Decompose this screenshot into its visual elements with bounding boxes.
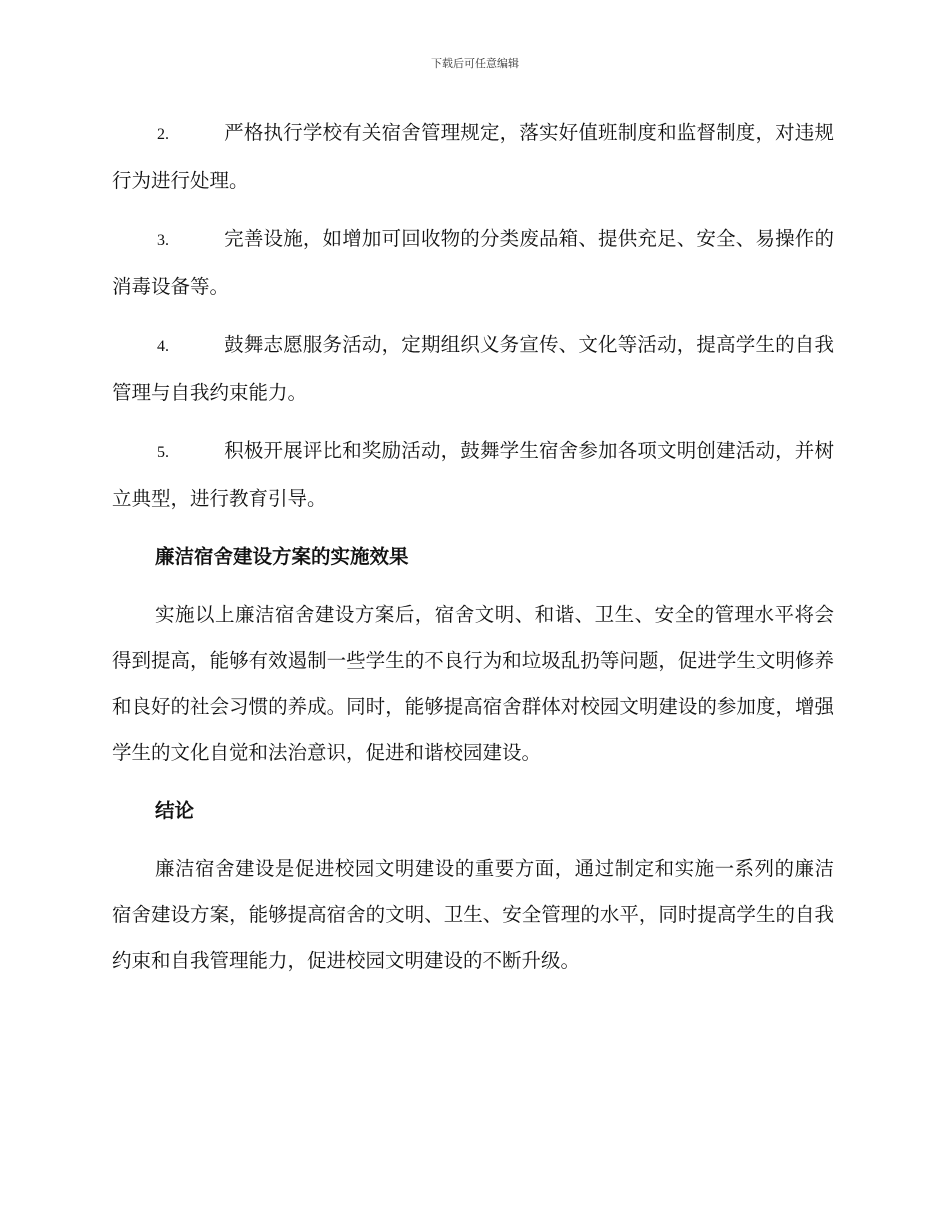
- section-paragraph-effect: 实施以上廉洁宿舍建设方案后，宿舍文明、和谐、卫生、安全的管理水平将会得到提高，能够有效遏制一些学生的不良行为和垃圾乱扔等问题，促进学生文明修养和良好的社会习惯的养成。同时，能够提高宿舍群体对校园文明建设的参加度，增强学生的文化自觉和法治意识，促进和谐校园建设。: [112, 603, 834, 764]
- list-item-number: 4.: [157, 338, 169, 355]
- list-item-text: 严格执行学校有关宿舍管理规定，落实好值班制度和监督制度，对违规行为进行处理。: [112, 121, 834, 192]
- list-item: [112, 322, 834, 416]
- list-item-number: 3.: [157, 232, 169, 249]
- list-item: [112, 428, 834, 522]
- list-item-text: 鼓舞志愿服务活动，定期组织义务宣传、文化等活动，提高学生的自我管理与自我约束能力。: [112, 333, 834, 404]
- list-item-number: 2.: [157, 126, 169, 143]
- list-item: [112, 110, 834, 204]
- section-heading-effect: 廉洁宿舍建设方案的实施效果: [155, 545, 409, 568]
- list-item: [112, 216, 834, 310]
- list-item-text: 积极开展评比和奖励活动，鼓舞学生宿舍参加各项文明创建活动，并树立典型，进行教育引导。: [112, 439, 834, 510]
- list-item-number: 5.: [157, 444, 169, 461]
- page-header: 下载后可任意编辑: [431, 57, 519, 70]
- section-paragraph-conclusion: 廉洁宿舍建设是促进校园文明建设的重要方面，通过制定和实施一系列的廉洁宿舍建设方案，能够提高宿舍的文明、卫生、安全管理的水平，同时提高学生的自我约束和自我管理能力，促进校园文明建设的不断升级。: [112, 857, 834, 972]
- document-body: [112, 110, 834, 996]
- list-item-text: 完善设施，如增加可回收物的分类废品箱、提供充足、安全、易操作的消毒设备等。: [112, 227, 834, 298]
- section-heading-conclusion: 结论: [155, 799, 195, 822]
